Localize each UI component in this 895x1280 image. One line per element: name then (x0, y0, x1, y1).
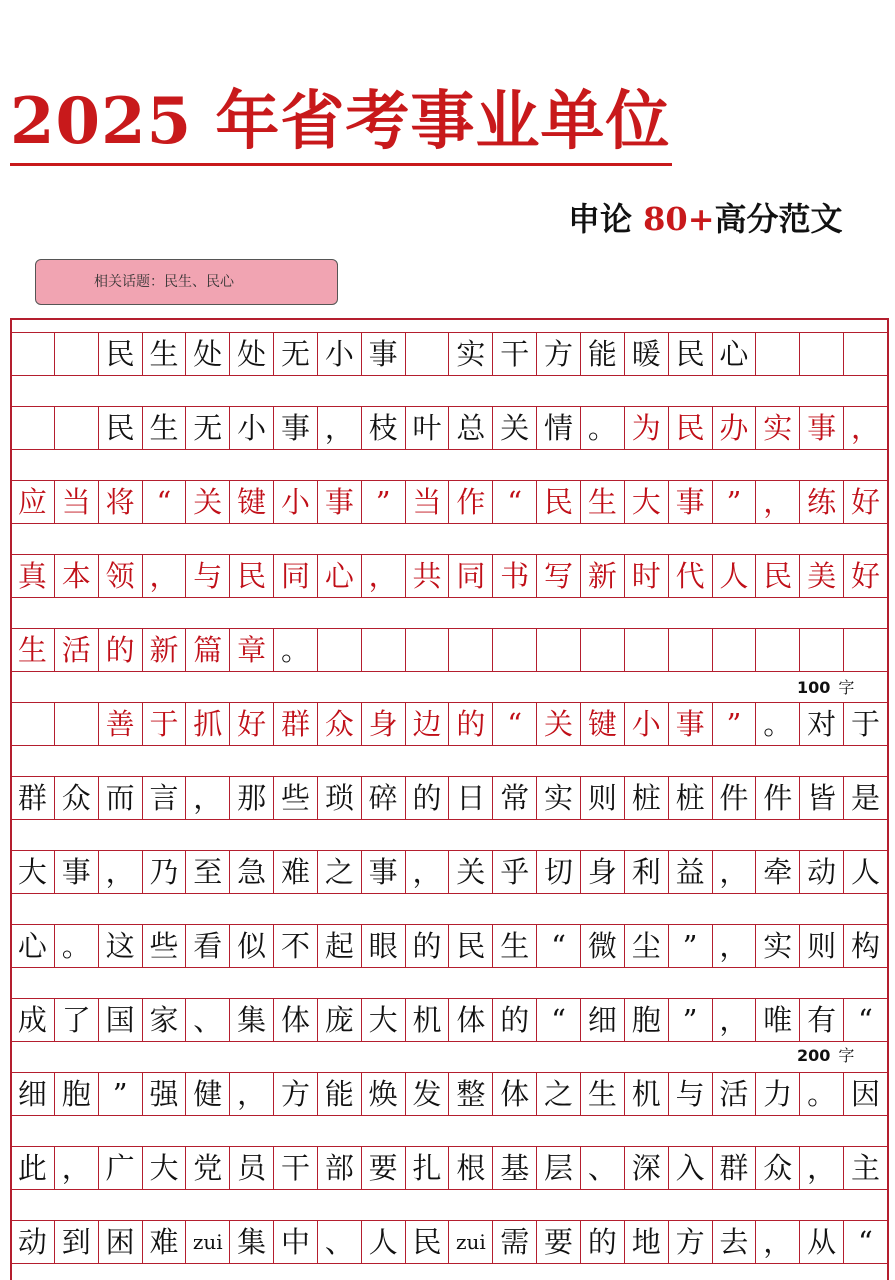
grid-cell: 的 (99, 629, 143, 671)
grid-cell: 书 (493, 555, 537, 597)
grid-cell: 篇 (186, 629, 230, 671)
grid-cell: “ (493, 481, 537, 523)
grid-cell: 桩 (625, 777, 669, 819)
grid-cell: 体 (449, 999, 493, 1041)
grid-cell: 实 (756, 925, 800, 967)
grid-cell: 焕 (362, 1073, 406, 1115)
grid-cell: 至 (186, 851, 230, 893)
grid-cell: 体 (493, 1073, 537, 1115)
grid-cell (756, 629, 800, 671)
grid-cell: 此 (11, 1147, 55, 1189)
grid-cell (11, 703, 55, 745)
grid-cell: ” (713, 481, 757, 523)
grid-cell: 主 (844, 1147, 888, 1189)
grid-cell: 基 (493, 1147, 537, 1189)
grid-cell: 之 (537, 1073, 581, 1115)
grid-cell: 于 (143, 703, 187, 745)
grid-cell (669, 629, 713, 671)
grid-cell: 的 (493, 999, 537, 1041)
topic-tag: 相关话题：民生、民心 (35, 259, 338, 305)
grid-cell: “ (844, 999, 888, 1041)
subtitle (568, 194, 843, 240)
grid-cell: 是 (844, 777, 888, 819)
grid-cell: 人 (362, 1221, 406, 1263)
grid-cell: 民 (669, 407, 713, 449)
grid-cell: 从 (800, 1221, 844, 1263)
grid-cell (406, 333, 450, 375)
grid-cell: 这 (99, 925, 143, 967)
grid-cell: 办 (713, 407, 757, 449)
grid-cell: 庞 (318, 999, 362, 1041)
grid-cell (406, 629, 450, 671)
page-title: 2025 年省考事业单位 (10, 84, 671, 159)
grid-cell: 键 (581, 703, 625, 745)
grid-cell: 益 (669, 851, 713, 893)
grid-cell: 中 (274, 1221, 318, 1263)
grid-cell: 看 (186, 925, 230, 967)
grid-cell: 美 (800, 555, 844, 597)
grid-cell: 国 (99, 999, 143, 1041)
grid-cell: 乃 (143, 851, 187, 893)
grid-cell: 实 (449, 333, 493, 375)
grid-cell: 发 (406, 1073, 450, 1115)
grid-cell: 、 (581, 1147, 625, 1189)
grid-cell: 边 (406, 703, 450, 745)
grid-cell: 构 (844, 925, 888, 967)
grid-cell (581, 629, 625, 671)
grid-cell: 。 (581, 407, 625, 449)
grid-cell: 大 (143, 1147, 187, 1189)
grid-cell: ” (669, 925, 713, 967)
grid-row (10, 998, 888, 1042)
grid-cell (362, 629, 406, 671)
grid-cell: 活 (55, 629, 99, 671)
grid-cell: 关 (186, 481, 230, 523)
grid-cell: 好 (230, 703, 274, 745)
grid-cell: 人 (713, 555, 757, 597)
grid-cell: 人 (844, 851, 888, 893)
grid-cell: 了 (55, 999, 99, 1041)
grid-cell: 小 (625, 703, 669, 745)
grid-cell: 事 (800, 407, 844, 449)
grid-cell: 大 (11, 851, 55, 893)
grid-cell: 活 (713, 1073, 757, 1115)
grid-cell (844, 629, 888, 671)
grid-cell: 时 (625, 555, 669, 597)
grid-cell: 而 (99, 777, 143, 819)
grid-cell: 困 (99, 1221, 143, 1263)
grid-cell: 尘 (625, 925, 669, 967)
grid-cell: 新 (581, 555, 625, 597)
grid-cell: 无 (274, 333, 318, 375)
word-count-unit: 字 (838, 1046, 855, 1065)
grid-cell: 身 (581, 851, 625, 893)
grid-cell: 难 (274, 851, 318, 893)
grid-cell: 事 (274, 407, 318, 449)
grid-row (10, 850, 888, 894)
grid-cell: 唯 (756, 999, 800, 1041)
grid-cell: 生 (143, 407, 187, 449)
grid-cell: 与 (669, 1073, 713, 1115)
grid-cell: 民 (537, 481, 581, 523)
grid-cell: ， (713, 999, 757, 1041)
grid-cell: 微 (581, 925, 625, 967)
grid-cell: “ (844, 1221, 888, 1263)
grid-cell: 桩 (669, 777, 713, 819)
grid-cell: ， (143, 555, 187, 597)
grid-cell: 集 (230, 999, 274, 1041)
grid-row (10, 332, 888, 376)
grid-cell: 本 (55, 555, 99, 597)
grid-cell: 方 (274, 1073, 318, 1115)
grid-cell: 地 (625, 1221, 669, 1263)
grid-cell: 共 (406, 555, 450, 597)
grid-cell: 身 (362, 703, 406, 745)
grid-cell: 关 (493, 407, 537, 449)
grid-cell: 民 (230, 555, 274, 597)
grid-cell: 领 (99, 555, 143, 597)
grid-cell: 心 (713, 333, 757, 375)
grid-cell: 群 (11, 777, 55, 819)
grid-row (10, 702, 888, 746)
grid-cell: 处 (186, 333, 230, 375)
grid-cell: 暖 (625, 333, 669, 375)
grid-cell: 有 (800, 999, 844, 1041)
grid-cell: 机 (625, 1073, 669, 1115)
grid-cell (537, 629, 581, 671)
grid-cell: 层 (537, 1147, 581, 1189)
grid-cell: 的 (406, 777, 450, 819)
grid-cell: ” (99, 1073, 143, 1115)
grid-cell: 因 (844, 1073, 888, 1115)
grid-cell: 众 (318, 703, 362, 745)
grid-cell: 乎 (493, 851, 537, 893)
grid-cell: “ (537, 925, 581, 967)
subtitle-prefix: 申论 (568, 200, 644, 238)
grid-cell: 生 (143, 333, 187, 375)
grid-cell: 。 (274, 629, 318, 671)
grid-cell: 民 (99, 333, 143, 375)
grid-cell: 牵 (756, 851, 800, 893)
grid-cell: zui (449, 1221, 493, 1263)
grid-cell: 整 (449, 1073, 493, 1115)
grid-cell: 那 (230, 777, 274, 819)
grid-cell: 需 (493, 1221, 537, 1263)
word-count-value: 100 (797, 678, 831, 697)
grid-cell: 。 (800, 1073, 844, 1115)
grid-cell: 动 (800, 851, 844, 893)
grid-cell: 件 (756, 777, 800, 819)
grid-cell: 生 (581, 1073, 625, 1115)
grid-row (10, 628, 888, 672)
grid-cell (318, 629, 362, 671)
grid-row (10, 776, 888, 820)
grid-cell: ， (406, 851, 450, 893)
grid-cell: 皆 (800, 777, 844, 819)
word-count-value: 200 (797, 1046, 831, 1065)
grid-cell: 之 (318, 851, 362, 893)
grid-row (10, 1072, 888, 1116)
grid-cell: 部 (318, 1147, 362, 1189)
grid-cell: 应 (11, 481, 55, 523)
grid-cell (55, 407, 99, 449)
grid-cell: 细 (11, 1073, 55, 1115)
grid-cell: 要 (362, 1147, 406, 1189)
grid-cell: ， (844, 407, 888, 449)
grid-cell: 大 (362, 999, 406, 1041)
grid-cell: 当 (55, 481, 99, 523)
grid-cell: “ (537, 999, 581, 1041)
grid-cell: 章 (230, 629, 274, 671)
grid-cell: 众 (55, 777, 99, 819)
grid-cell: 小 (318, 333, 362, 375)
grid-cell: 方 (669, 1221, 713, 1263)
grid-cell: 事 (362, 851, 406, 893)
grid-cell: 利 (625, 851, 669, 893)
grid-cell: ， (756, 1221, 800, 1263)
grid-cell: 员 (230, 1147, 274, 1189)
grid-cell: 抓 (186, 703, 230, 745)
grid-cell: 强 (143, 1073, 187, 1115)
grid-cell: 的 (406, 925, 450, 967)
grid-cell: 关 (449, 851, 493, 893)
grid-cell: 生 (11, 629, 55, 671)
grid-cell: 众 (756, 1147, 800, 1189)
grid-cell: 小 (274, 481, 318, 523)
grid-cell: 干 (274, 1147, 318, 1189)
grid-cell: 能 (581, 333, 625, 375)
grid-cell: 将 (99, 481, 143, 523)
grid-cell: 事 (669, 481, 713, 523)
grid-cell (844, 333, 888, 375)
manuscript-grid (10, 318, 888, 1280)
grid-row (10, 480, 888, 524)
grid-cell (800, 333, 844, 375)
grid-cell: 碎 (362, 777, 406, 819)
grid-cell: ” (669, 999, 713, 1041)
grid-cell: 实 (756, 407, 800, 449)
grid-cell: 方 (537, 333, 581, 375)
grid-cell: 似 (230, 925, 274, 967)
grid-cell: 扎 (406, 1147, 450, 1189)
grid-cell (11, 333, 55, 375)
grid-cell: 民 (406, 1221, 450, 1263)
grid-cell: 成 (11, 999, 55, 1041)
grid-cell: zui (186, 1221, 230, 1263)
grid-cell: 机 (406, 999, 450, 1041)
grid-cell (625, 629, 669, 671)
grid-cell: 事 (362, 333, 406, 375)
grid-cell: 民 (669, 333, 713, 375)
grid-cell: 难 (143, 1221, 187, 1263)
grid-cell: 动 (11, 1221, 55, 1263)
grid-cell: ” (362, 481, 406, 523)
grid-cell: ， (713, 925, 757, 967)
grid-cell: 同 (449, 555, 493, 597)
grid-cell: 些 (274, 777, 318, 819)
grid-cell: 生 (493, 925, 537, 967)
grid-cell: 力 (756, 1073, 800, 1115)
grid-cell: 事 (318, 481, 362, 523)
grid-cell: 胞 (625, 999, 669, 1041)
grid-cell: 些 (143, 925, 187, 967)
grid-cell: 琐 (318, 777, 362, 819)
grid-cell: 去 (713, 1221, 757, 1263)
grid-cell (449, 629, 493, 671)
grid-cell: ， (186, 777, 230, 819)
grid-cell: 能 (318, 1073, 362, 1115)
grid-cell: ， (713, 851, 757, 893)
grid-cell (55, 333, 99, 375)
grid-cell: 的 (581, 1221, 625, 1263)
grid-cell: 写 (537, 555, 581, 597)
grid-cell: 则 (581, 777, 625, 819)
grid-cell: ， (318, 407, 362, 449)
grid-cell: 叶 (406, 407, 450, 449)
grid-cell: 生 (581, 481, 625, 523)
word-count-100 (797, 675, 854, 698)
grid-cell: 干 (493, 333, 537, 375)
grid-cell: 大 (625, 481, 669, 523)
grid-cell: 作 (449, 481, 493, 523)
grid-cell: 民 (756, 555, 800, 597)
grid-cell: 群 (713, 1147, 757, 1189)
grid-cell: 日 (449, 777, 493, 819)
grid-row (10, 554, 888, 598)
grid-cell: 民 (449, 925, 493, 967)
grid-cell: ， (230, 1073, 274, 1115)
grid-cell: 不 (274, 925, 318, 967)
grid-cell: 键 (230, 481, 274, 523)
grid-cell: 切 (537, 851, 581, 893)
grid-cell: 细 (581, 999, 625, 1041)
subtitle-score: 80+ (643, 200, 715, 238)
grid-cell: ， (756, 481, 800, 523)
word-count-unit: 字 (838, 678, 855, 697)
grid-cell: 、 (318, 1221, 362, 1263)
grid-cell: 与 (186, 555, 230, 597)
grid-row (10, 1220, 888, 1264)
grid-cell: 枝 (362, 407, 406, 449)
grid-cell: 健 (186, 1073, 230, 1115)
grid-cell: 新 (143, 629, 187, 671)
grid-cell: 处 (230, 333, 274, 375)
grid-cell: ” (713, 703, 757, 745)
grid-cell: 代 (669, 555, 713, 597)
grid-cell: 。 (756, 703, 800, 745)
grid-cell (55, 703, 99, 745)
grid-row (10, 924, 888, 968)
grid-cell: 、 (186, 999, 230, 1041)
grid-cell: 。 (55, 925, 99, 967)
grid-cell: 心 (318, 555, 362, 597)
subtitle-suffix: 高分范文 (714, 200, 843, 238)
grid-cell: 的 (449, 703, 493, 745)
grid-cell: ， (800, 1147, 844, 1189)
grid-cell: 好 (844, 481, 888, 523)
grid-cell: 到 (55, 1221, 99, 1263)
grid-cell (756, 333, 800, 375)
grid-cell: 真 (11, 555, 55, 597)
grid-cell: “ (143, 481, 187, 523)
grid-cell: “ (493, 703, 537, 745)
grid-cell: 练 (800, 481, 844, 523)
grid-cell: 同 (274, 555, 318, 597)
grid-cell: 集 (230, 1221, 274, 1263)
grid-cell: 为 (625, 407, 669, 449)
word-count-200 (797, 1043, 854, 1066)
grid-cell: 要 (537, 1221, 581, 1263)
grid-cell: 心 (11, 925, 55, 967)
grid-cell: 则 (800, 925, 844, 967)
grid-cell: 事 (669, 703, 713, 745)
grid-cell: 事 (55, 851, 99, 893)
grid-cell: 实 (537, 777, 581, 819)
grid-cell: ， (99, 851, 143, 893)
grid-cell: 民 (99, 407, 143, 449)
grid-cell: 言 (143, 777, 187, 819)
grid-cell: ， (55, 1147, 99, 1189)
grid-cell: 深 (625, 1147, 669, 1189)
grid-cell: 入 (669, 1147, 713, 1189)
grid-cell: 件 (713, 777, 757, 819)
grid-row (10, 406, 888, 450)
grid-cell (493, 629, 537, 671)
grid-cell: 关 (537, 703, 581, 745)
grid-cell: 情 (537, 407, 581, 449)
grid-cell: 广 (99, 1147, 143, 1189)
grid-cell: 起 (318, 925, 362, 967)
grid-cell (11, 407, 55, 449)
grid-cell: 小 (230, 407, 274, 449)
grid-row (10, 1146, 888, 1190)
grid-cell: 无 (186, 407, 230, 449)
grid-cell: 急 (230, 851, 274, 893)
grid-cell: 总 (449, 407, 493, 449)
grid-cell: 群 (274, 703, 318, 745)
grid-cell: 胞 (55, 1073, 99, 1115)
grid-cell (713, 629, 757, 671)
grid-cell: 当 (406, 481, 450, 523)
grid-cell: 根 (449, 1147, 493, 1189)
grid-cell: 好 (844, 555, 888, 597)
grid-cell: ， (362, 555, 406, 597)
grid-cell: 善 (99, 703, 143, 745)
grid-cell: 于 (844, 703, 888, 745)
grid-cell: 党 (186, 1147, 230, 1189)
title-underline (10, 163, 672, 166)
grid-cell (800, 629, 844, 671)
grid-cell: 眼 (362, 925, 406, 967)
grid-cell: 体 (274, 999, 318, 1041)
grid-cell: 对 (800, 703, 844, 745)
grid-cell: 常 (493, 777, 537, 819)
grid-cell: 家 (143, 999, 187, 1041)
